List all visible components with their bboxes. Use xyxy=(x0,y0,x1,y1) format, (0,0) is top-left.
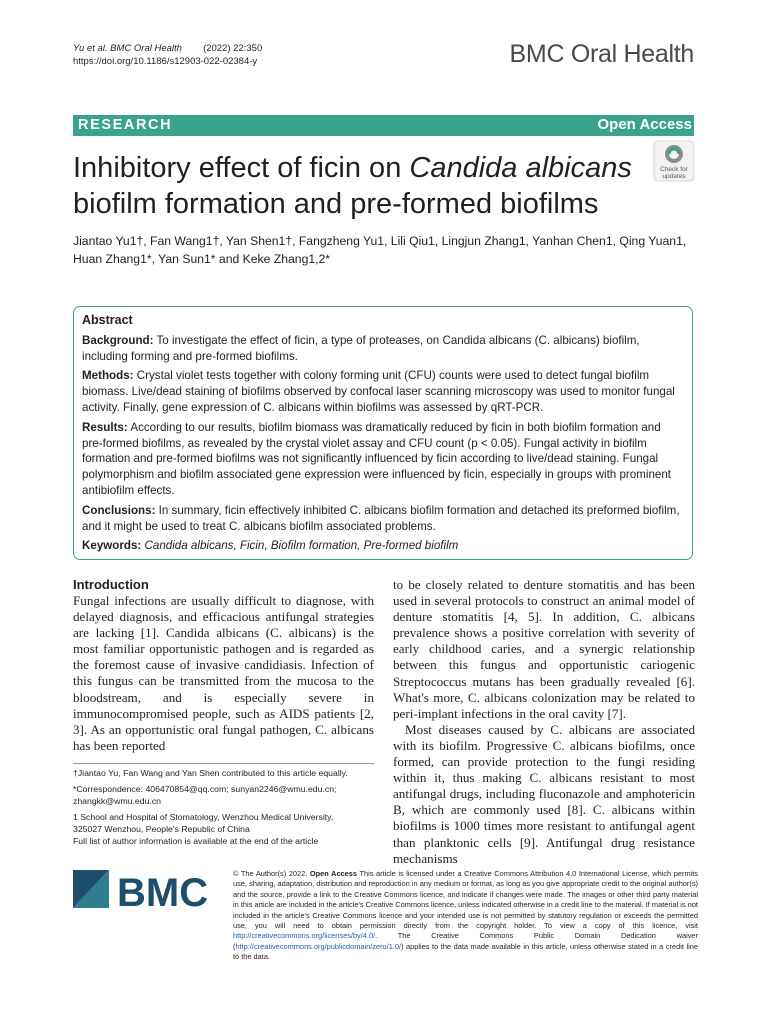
public-domain-link[interactable]: http://creativecommons.org/publicdomain/zero/1.0/ xyxy=(235,941,402,951)
check-updates-icon xyxy=(653,140,695,182)
abstract-methods: Methods: Crystal violet tests together with colony forming unit (CFU) counts were used to detect fungal biofilm biomass. Live/dead staining of biofilms observed by confocal laser scanning microscopy was used to monitor fungal activity. Finally, gene expression of C. albicans within biofilms was assessed by qRT-PCR. xyxy=(82,369,675,414)
footnote-affiliation-3: Full list of author information is available at the end of the article xyxy=(73,836,319,846)
abstract-box xyxy=(73,306,693,560)
footnote-correspondence: *Correspondence: 406470854@qq.com; sunyan2246@wmu.edu.cn; xyxy=(73,784,337,794)
author-line1: Jiantao Yu1†, Fan Wang1†, Yan Shen1†, Fangzheng Yu1, Lili Qiu1, Lingjun Zhang1, Yanhan Chen1, Qing Yuan1, xyxy=(73,234,687,248)
footnotes xyxy=(73,767,383,847)
author-line2: Huan Zhang1*, Yan Sun1* and Keke Zhang1,2* xyxy=(73,252,331,266)
intro-paragraph-3: Most diseases caused by C. albicans are associated with its biofilm. Progressive C. albicans biofilms, once formed, can provide protection to the fungi residing within it, thus making C. albicans resistant to most antifungal drugs, including fluconazole and amphotericin B, which are commonly used [8]. C. albicans within biofilms is 1000 times more resistant to antifungal agent than planktonic cells [9]. Antifungal drug resistance mechanisms xyxy=(393,721,695,866)
check-for-updates-badge[interactable] xyxy=(653,140,695,182)
journal-name: BMC Oral Health xyxy=(509,40,694,68)
intro-paragraph-2: to be closely related to denture stomatitis and has been used in several protocols to construct an animal model of denture stomatitis [4, 5]. In addition, C. albicans prevalence shows a positive correlation with severity of early childhood caries, and a synergic relationship between this fungus and opportunistic cariogenic Streptococcus mutans has been gradually revealed [6]. What's more, C. albicans colonization may be related to peri-implant infections in the oral cavity [7]. xyxy=(393,577,695,721)
license-link[interactable]: http://creativecommons.org/licenses/by/4.0/ xyxy=(233,931,376,941)
title-part2: biofilm formation and pre-formed biofilms xyxy=(73,188,599,220)
author-list xyxy=(73,232,698,268)
body-column-left xyxy=(73,577,374,754)
abstract-results: Results: According to our results, biofilm biomass was dramatically reduced by ficin in both biofilm formation and pre-formed biofilms, as revealed by the crystal violet assay and CFU count (p < 0.05). Fungal activity in biofilm formation and pre-formed biofilms was not significantly influenced by ficin according to live/dead staining. Fungal polymorphism and biofilm associated gene expression were influenced by ficin, especially in groups with prominent antibiofilm effects. xyxy=(82,420,672,497)
footnote-correspondence-2: zhangkk@wmu.edu.cn xyxy=(73,796,162,806)
title-italic: Candida albicans xyxy=(409,152,632,184)
footnote-affiliation-1: 1 School and Hospital of Stomatology, Wenzhou Medical University, xyxy=(73,812,334,822)
bmc-logo-text: BMC xyxy=(117,871,209,914)
citation-line1: Yu et al. BMC Oral Health (2022) 22:350 xyxy=(73,43,263,54)
body-column-right xyxy=(393,577,695,867)
title-part1: Inhibitory effect of ficin on xyxy=(73,152,410,184)
footnote-equal-contribution: †Jiantao Yu, Fan Wang and Yan Shen contributed to this article equally. xyxy=(73,768,348,778)
abstract-background: Background: To investigate the effect of ficin, a type of proteases, on Candida albicans (C. albicans) biofilm, including forming and pre-formed biofilms. xyxy=(82,333,640,363)
article-title xyxy=(73,150,643,222)
check-badge-line2: updates xyxy=(662,173,686,180)
license-text: © The Author(s) 2022. Open Access This article is licensed under a Creative Commons Attribution 4.0 International License, which permits use, sharing, adaptation, distribution and reproduction in any medium or format, as long as you give appropriate credit to the original author(s) and the source, provide a link to the Creative Commons licence, and indicate if changes were made. The images or other third party material in this article are included in the article's Creative Commons licence, unless indicated otherwise in a credit line to the material. If material is not included in the article's Creative Commons licence and your intended use is not permitted by statutory regulation or exceeds the permitted use, you will need to obtain permission directly from the copyright holder. To view a copy of this licence, visit http://creativecommons.org/licenses/by/4.0/. The Creative Commons Public Domain Dedication waiver (http://creativecommons.org/publicdomain/zero/1.0/) applies to the data made available in this article, unless otherwise stated in a credit line to the data. xyxy=(233,869,698,962)
footnote-divider xyxy=(73,763,374,764)
abstract-conclusions: Conclusions: In summary, ficin effectively inhibited C. albicans biofilm formation and detached its preformed biofilm, and it might be used to treat C. albicans biofilm associated problems. xyxy=(82,503,680,533)
doi-link[interactable]: https://doi.org/10.1186/s12903-022-02384-y xyxy=(73,56,258,67)
abstract-keywords: Keywords: Candida albicans, Ficin, Biofilm formation, Pre-formed biofilm xyxy=(82,539,459,553)
introduction-heading: Introduction xyxy=(73,577,149,592)
intro-paragraph-1: Fungal infections are usually difficult to diagnose, with delayed diagnosis, and efficacious antifungal strategies are lacking [1]. Candida albicans (C. albicans) is the most familiar opportunistic pathogen and is regarded as the foremost cause of invasive candidiasis. Infection of this fungus can be transmitted from the mucosa to the bloodstream, and is especially severe in immunocompromised people, such as AIDS patients [2, 3]. As an opportunistic oral fungal pathogen, C. albicans has been reported xyxy=(73,593,374,753)
bmc-logo-mark xyxy=(73,868,213,914)
bmc-logo xyxy=(73,868,213,914)
footnote-affiliation-2: 325027 Wenzhou, People's Republic of China xyxy=(73,824,250,834)
open-access-label: Open Access xyxy=(597,116,692,133)
citation-header xyxy=(73,42,262,68)
check-badge-line1: Check for xyxy=(660,166,688,173)
abstract-title: Abstract xyxy=(82,313,133,327)
article-type-label: RESEARCH xyxy=(78,117,173,133)
